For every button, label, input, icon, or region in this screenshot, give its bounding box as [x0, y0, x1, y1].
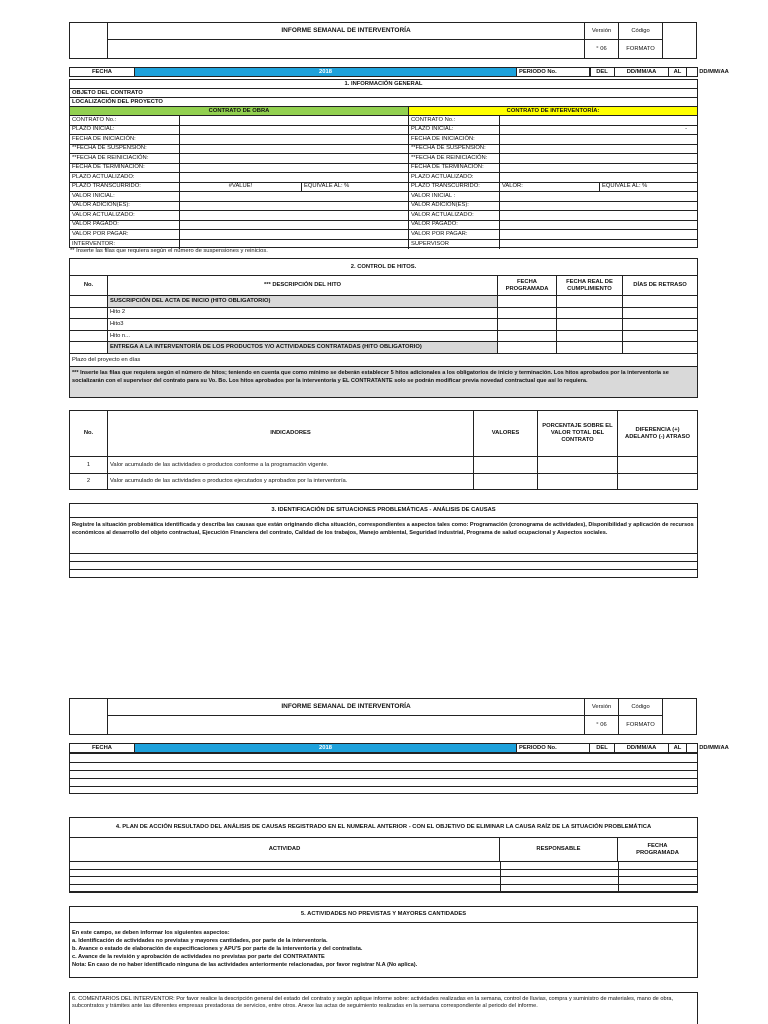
milestone-fecha-prog[interactable]: [498, 308, 557, 319]
section4-title-row: [70, 818, 697, 838]
field-label: PLAZO ACTUALIZADO:: [70, 173, 180, 182]
milestones-header-row: [70, 276, 697, 296]
equivale-label: EQUIVALE AL: %: [602, 183, 648, 190]
action-plan-row[interactable]: [70, 870, 697, 878]
general-info-row: [70, 135, 697, 145]
section2-title: 2. CONTROL DE HITOS.: [350, 263, 417, 270]
general-info-row: [70, 183, 697, 193]
field-label: SUPERVISOR: [409, 240, 500, 250]
col-responsable: RESPONSABLE: [500, 838, 618, 861]
version-value: ° 06: [585, 716, 619, 734]
ind-col-val: VALORES: [474, 411, 538, 456]
title-blank: [108, 40, 585, 58]
action-plan-row[interactable]: [70, 862, 697, 870]
milestone-desc: Hito 2: [108, 308, 498, 319]
milestone-dias[interactable]: [623, 331, 697, 342]
section3-title-row: [70, 504, 697, 518]
field-label: VALOR POR PAGAR:: [70, 230, 180, 239]
year-field: 2018: [135, 744, 517, 752]
field-label: FECHA DE INICIACIÓN:: [70, 135, 180, 144]
field-label: VALOR INICIAL:: [70, 192, 180, 201]
milestone-no[interactable]: [70, 331, 108, 342]
periodo-label: PERIODO No.: [517, 68, 590, 76]
field-value[interactable]: [180, 135, 409, 144]
action-plan-table: [69, 817, 698, 893]
header-box: [69, 22, 697, 59]
field-label: PLAZO INICIAL:: [409, 126, 500, 135]
field-label: PLAZO TRANSCURRIDO:: [70, 183, 180, 192]
comments-table: [69, 992, 698, 1024]
col-dias: DÍAS DE RETRASO: [633, 282, 687, 288]
field-label: CONTRATO No.:: [70, 116, 180, 125]
field-label: VALOR ADICIÓN(ES):: [70, 202, 180, 211]
indicator-value: [474, 457, 538, 473]
al-value: DD/MM/AA: [699, 744, 729, 751]
general-info-row: [70, 202, 697, 212]
milestone-fecha-real[interactable]: [557, 308, 623, 319]
general-info-row: [70, 211, 697, 221]
al-label: AL: [669, 744, 687, 752]
section6-text: 6. COMENTARIOS DEL INTERVENTOR: Por favor realice la descripción general del estado del contrato y según aplique informe sobre: actividades realizadas en la semana, control de lluvias, compra y suministro de materiales, mano de obra, subcontratos y trámites ante las diferentes empresas prestadoras de servicios, entre otros. Anexe las actas de seguimiento realizadas en la semana correspondiente al periodo del informe.: [72, 996, 674, 1009]
problem-row[interactable]: [70, 763, 697, 771]
field-value[interactable]: [180, 202, 409, 211]
localizacion-row: [70, 98, 697, 107]
fecha-label: FECHA: [70, 68, 135, 76]
action-plan-row[interactable]: [70, 877, 697, 885]
section4-title: 4. PLAN DE ACCIÓN RESULTADO DEL ANÁLISIS DE CAUSAS REGISTRADO EN EL NUMERAL ANTERIOR - CON EL OBJETIVO DE ELIMINAR LA CAUSA RAÍZ DE LA SITUACIÓN PROBLEMÁTICA: [115, 824, 652, 830]
field-value[interactable]: [180, 230, 409, 239]
field-value[interactable]: [180, 173, 409, 182]
periodo-label: PERIODO No.: [517, 744, 590, 752]
field-value[interactable]: [500, 230, 697, 239]
field-value[interactable]: [500, 135, 697, 144]
objeto-row: [70, 89, 697, 98]
col-fecha-real: FECHA REAL DE CUMPLIMIENTO: [557, 276, 623, 295]
milestone-row: [70, 319, 697, 331]
milestone-dias[interactable]: [623, 342, 697, 353]
suspension-footnote: ** Inserte las filas que requiera según el número de suspensiones y reinicios.: [70, 248, 268, 254]
problems-table: [69, 503, 698, 578]
version-label: Versión: [585, 23, 619, 40]
problem-row[interactable]: [70, 779, 697, 787]
version-label: Versión: [585, 699, 619, 716]
section5-line: a. Identificación de actividades no previstas y mayores cantidades, por parte de la interventoría.: [72, 938, 328, 944]
field-label: VALOR ACTUALIZADO:: [409, 211, 500, 220]
indicators-header-row: [70, 411, 697, 457]
milestone-no[interactable]: [70, 296, 108, 307]
general-info-row: [70, 164, 697, 174]
milestone-fecha-real[interactable]: [557, 319, 623, 330]
general-info-rows: [70, 116, 697, 249]
milestone-fecha-prog[interactable]: [498, 296, 557, 307]
problem-row[interactable]: [70, 554, 697, 562]
logo-cell: [70, 699, 108, 734]
general-info-row: [70, 230, 697, 240]
code-label: Código: [619, 699, 663, 716]
field-value[interactable]: [500, 173, 697, 182]
field-value[interactable]: [500, 154, 697, 163]
column-divider: [500, 862, 501, 869]
valor-label: VALOR:: [500, 183, 600, 192]
plazo-label: Plazo del proyecto en días: [72, 356, 141, 363]
milestone-dias[interactable]: [623, 319, 697, 330]
field-label: PLAZO TRANSCURRIDO:: [409, 183, 500, 192]
indicator-no: 2: [70, 474, 108, 489]
milestone-row: [70, 296, 697, 308]
ind-col-pct: PORCENTAJE SOBRE EL VALOR TOTAL DEL CONTRATO: [538, 411, 618, 456]
milestone-desc: Hito3: [108, 319, 498, 330]
field-label: INTERVENTOR:: [70, 240, 180, 250]
column-divider: [618, 870, 619, 877]
general-info-row: [70, 126, 697, 136]
field-label: VALOR ADICIÓN(ES):: [409, 202, 500, 211]
section5-title: 5. ACTIVIDADES NO PREVISTAS Y MAYORES CANTIDADES: [300, 911, 467, 917]
milestone-fecha-real[interactable]: [557, 342, 623, 353]
field-value[interactable]: [180, 211, 409, 220]
objeto-label: OBJETO DEL CONTRATO: [72, 89, 143, 96]
code-value: FORMATO: [619, 716, 663, 734]
field-value[interactable]: [500, 202, 697, 211]
milestone-row: [70, 308, 697, 320]
field-label: VALOR ACTUALIZADO:: [70, 211, 180, 220]
milestone-fecha-real[interactable]: [557, 331, 623, 342]
general-info-row: [70, 154, 697, 164]
section3-title: 3. IDENTIFICACIÓN DE SITUACIONES PROBLEMÁTICAS - ANÁLISIS DE CAUSAS: [271, 507, 496, 513]
section5-line: Nota: En caso de no haber identificado ninguna de las actividades anteriormente relacionadas, por favor registrar N.A (No aplica).: [72, 962, 418, 968]
field-value[interactable]: [180, 221, 409, 230]
equivale-label: EQUIVALE AL: %: [302, 183, 409, 192]
column-divider: [500, 885, 501, 892]
interv-header: CONTRATO DE INTERVENTORÍA:: [409, 107, 697, 115]
ind-col-dif: DIFERENCIA (+) ADELANTO (-) ATRASO: [625, 426, 690, 440]
section5-title-row: [70, 907, 697, 923]
milestone-dias[interactable]: [623, 296, 697, 307]
general-info-table: [69, 79, 698, 248]
section5-line: c. Avance de la revisión y aprobación de actividades no previstas por parte del CONTRATANTE: [72, 954, 325, 960]
milestone-fecha-prog[interactable]: [498, 319, 557, 330]
del-value: DD/MM/AA: [615, 68, 669, 76]
milestone-fecha-prog[interactable]: [498, 331, 557, 342]
indicators-table: [69, 410, 698, 490]
field-label: **FECHA DE REINICIACIÓN:: [70, 154, 180, 163]
field-value[interactable]: [180, 126, 409, 135]
section5-body: [72, 929, 695, 969]
title-blank: [108, 716, 585, 734]
field-value[interactable]: [180, 145, 409, 154]
col-desc: *** DESCRIPCIÓN DEL HITO: [108, 276, 498, 295]
field-label: VALOR INICIAL :: [409, 192, 500, 201]
version-value: ° 06: [585, 40, 619, 58]
field-value[interactable]: [500, 145, 697, 154]
milestone-fecha-prog[interactable]: [498, 342, 557, 353]
section1-title: 1. INFORMACIÓN GENERAL: [344, 80, 423, 87]
milestone-rows: [70, 296, 697, 354]
field-label: FECHA DE TERMINACIÓN:: [409, 164, 500, 173]
milestone-no[interactable]: [70, 342, 108, 353]
problem-row[interactable]: [70, 771, 697, 779]
indicator-no: 1: [70, 457, 108, 473]
field-label: VALOR POR PAGAR:: [409, 230, 500, 239]
logo-cell: [70, 23, 108, 58]
section3-instructions: Registre la situación problemática identificada y describa las causas que están originando dicha situación, correspondientes a aspectos tales como: Programación (cronograma de actividades), Disponibilidad y aplicación de recursos económicos al desarrollo del objeto contractual, Ejecución Financiera del contrato, Calidad de los trabajos, Manejo ambiental, Seguridad industrial, Programa de salud ocupacional y Aspectos sociales.: [70, 518, 697, 554]
general-info-row: [70, 192, 697, 202]
field-label: PLAZO INICIAL:: [70, 126, 180, 135]
col-fecha-prog: FECHA PROGRAMADA: [498, 276, 557, 295]
field-label: CONTRATO No.:: [409, 116, 500, 125]
milestones-note: *** Inserte las filas que requiera según el número de hitos; teniendo en cuenta que como mínimo se deberán establecer 5 hitos adicionales a los obligatorios de inicio y terminación. Los hitos aprobados por la interventoría se socializarán con el supervisor del contrato para su Vo. Bo. Los hitos aprobados por la interventoría y EL CONTRATANTE solo se podrán modificar previa novedad contractual que así lo requiera.: [70, 367, 697, 397]
field-value[interactable]: [500, 192, 697, 201]
report-title: INFORME SEMANAL DE INTERVENTORÍA: [108, 699, 585, 716]
obra-header: CONTRATO DE OBRA: [70, 107, 409, 115]
field-value[interactable]: -: [685, 126, 687, 133]
field-label: PLAZO ACTUALIZADO:: [409, 173, 500, 182]
unforeseen-table: [69, 906, 698, 978]
column-divider: [618, 862, 619, 869]
milestone-desc: Hito n...: [108, 331, 498, 342]
ind-col-ind: INDICADORES: [108, 411, 474, 456]
indicator-row: [70, 457, 697, 474]
milestone-fecha-real[interactable]: [557, 296, 623, 307]
milestones-table: [69, 258, 698, 398]
indicator-pct: [538, 457, 618, 473]
problem-row[interactable]: [70, 754, 697, 763]
problem-row[interactable]: [70, 562, 697, 570]
milestone-desc: SUSCRIPCIÓN DEL ACTA DE INICIO (HITO OBLIGATORIO): [108, 296, 498, 307]
fecha-label: FECHA: [70, 744, 135, 752]
indicator-text: Valor acumulado de las actividades o productos ejecutados y aprobados por la interventoría.: [108, 474, 474, 489]
field-label: VALOR PAGADO:: [409, 221, 500, 230]
milestone-row: [70, 342, 697, 354]
section1-title-row: [70, 80, 697, 89]
action-plan-rows: [70, 862, 697, 892]
continued-problem-rows: [69, 753, 698, 794]
general-info-row: [70, 221, 697, 231]
al-label: AL: [669, 68, 687, 76]
column-divider: [500, 877, 501, 884]
indicator-value: [474, 474, 538, 489]
indicator-pct: [538, 474, 618, 489]
field-value[interactable]: [500, 211, 697, 220]
section2-title-row: [70, 259, 697, 276]
header-box-page2: [69, 698, 697, 735]
del-label: DEL: [590, 68, 615, 76]
milestone-row: [70, 331, 697, 343]
general-info-row: [70, 116, 697, 126]
action-plan-row[interactable]: [70, 885, 697, 893]
al-value: DD/MM/AA: [699, 68, 729, 75]
contract-headers-row: [70, 107, 697, 116]
milestone-no[interactable]: [70, 319, 108, 330]
indicator-row: [70, 474, 697, 489]
ind-col-no: No.: [70, 411, 108, 456]
column-divider: [618, 885, 619, 892]
section5-line: b. Avance o estado de elaboración de especificaciones y APU'S por parte de la interventoría y del contratista.: [72, 946, 363, 952]
general-info-row: [70, 145, 697, 155]
field-value[interactable]: [500, 116, 697, 125]
report-title: INFORME SEMANAL DE INTERVENTORÍA: [108, 23, 585, 40]
field-label: VALOR PAGADO:: [70, 221, 180, 230]
field-value[interactable]: [180, 192, 409, 201]
field-label: FECHA DE INICIACIÓN:: [409, 135, 500, 144]
general-info-row: [70, 173, 697, 183]
field-label: **FECHA DE SUSPENSIÓN:: [409, 145, 500, 154]
col-fecha-programada: FECHA PROGRAMADA: [636, 842, 679, 856]
action-plan-header: [70, 838, 697, 862]
column-divider: [618, 877, 619, 884]
col-no: No.: [70, 276, 108, 295]
column-divider: [500, 870, 501, 877]
field-value[interactable]: [500, 164, 697, 173]
indicator-text: Valor acumulado de las actividades o productos conforme a la programación vigente.: [108, 457, 474, 473]
year-field: 2018: [135, 68, 517, 76]
field-label: **FECHA DE SUSPENSIÓN:: [70, 145, 180, 154]
col-actividad: ACTIVIDAD: [70, 838, 500, 861]
milestone-dias[interactable]: [623, 308, 697, 319]
field-value[interactable]: [180, 164, 409, 173]
field-label: FECHA DE TERMINACIÓN:: [70, 164, 180, 173]
localizacion-label: LOCALIZACIÓN DEL PROYECTO: [72, 98, 163, 105]
del-value: DD/MM/AA: [615, 744, 669, 752]
date-row: [69, 67, 729, 77]
section5-line: En este campo, se deben informar los siguientes aspectos:: [72, 930, 230, 936]
field-value[interactable]: [180, 154, 409, 163]
field-value[interactable]: [180, 116, 409, 125]
milestone-desc: ENTREGA A LA INTERVENTORÍA DE LOS PRODUCTOS Y/O ACTIVIDADES CONTRATADAS (HITO OBLIGATORIO): [108, 342, 498, 353]
code-value: FORMATO: [619, 40, 663, 58]
code-label: Código: [619, 23, 663, 40]
del-label: DEL: [590, 744, 615, 752]
plazo-row: [70, 354, 697, 367]
field-value[interactable]: [500, 221, 697, 230]
plazo-transcurrido-value: #VALUE!: [180, 183, 302, 192]
milestone-no[interactable]: [70, 308, 108, 319]
field-label: **FECHA DE REINICIACIÓN:: [409, 154, 500, 163]
date-row-page2: [69, 743, 729, 753]
